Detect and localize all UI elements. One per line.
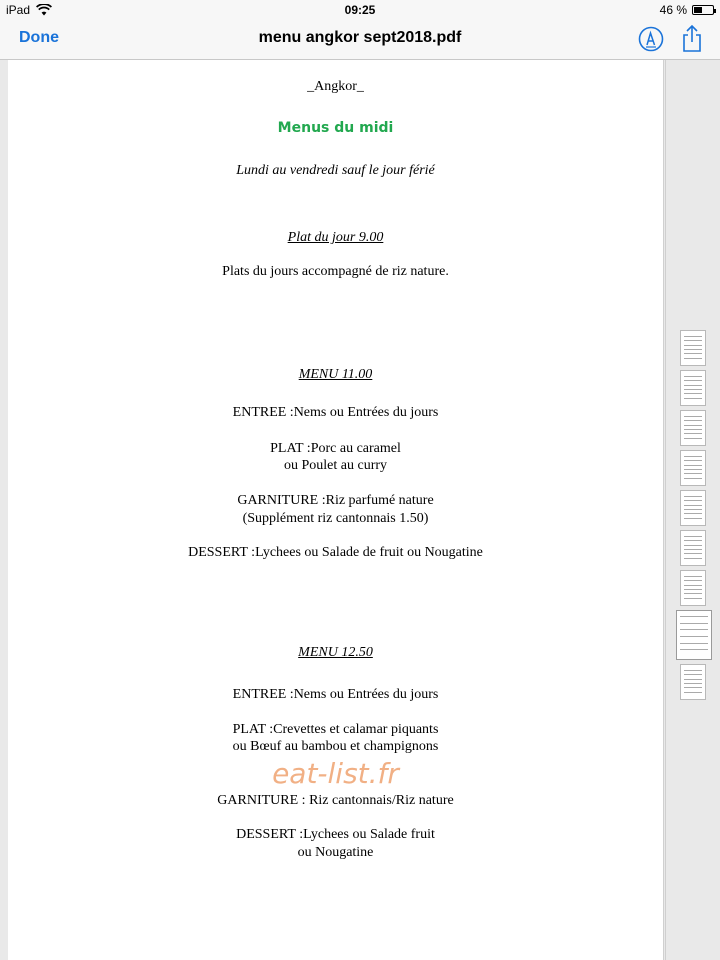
thumbnail-text-line — [684, 692, 702, 693]
page-thumbnail[interactable] — [680, 570, 706, 606]
thumbnail-text-line — [684, 478, 702, 479]
thumbnail-text-line — [684, 536, 702, 537]
thumbnail-text-line — [684, 540, 702, 541]
page-thumbnail[interactable] — [680, 410, 706, 446]
plat-du-jour-line: Plats du jours accompagné de riz nature. — [222, 264, 449, 279]
menu-11-heading: MENU 11.00 — [298, 367, 373, 382]
thumbnail-text-line — [684, 580, 702, 581]
menu-12-plat-alt: ou Bœuf au bambou et champignons — [232, 739, 439, 754]
thumbnail-text-line — [684, 687, 702, 688]
page-thumbnail-strip[interactable] — [665, 60, 720, 960]
page-thumbnail[interactable] — [680, 330, 706, 366]
page-thumbnail[interactable] — [680, 450, 706, 486]
share-icon[interactable] — [680, 24, 704, 54]
thumbnail-text-line — [684, 585, 702, 586]
clock: 09:25 — [344, 3, 376, 17]
thumbnail-text-line — [684, 674, 702, 675]
menu-12-garniture: GARNITURE : Riz cantonnais/Riz nature — [217, 793, 454, 808]
thumbnail-text-line — [684, 509, 702, 510]
thumbnail-text-line — [684, 549, 702, 550]
menu-subtitle: Lundi au vendredi sauf le jour férié — [236, 163, 435, 178]
thumbnail-text-line — [684, 398, 702, 399]
menu-11-entree: ENTREE :Nems ou Entrées du jours — [232, 405, 439, 420]
menu-11-garniture-note: (Supplément riz cantonnais 1.50) — [242, 511, 429, 526]
thumbnail-text-line — [684, 496, 702, 497]
thumbnail-text-line — [684, 460, 702, 461]
menu-12-plat: PLAT :Crevettes et calamar piquants — [232, 722, 439, 737]
thumbnail-text-line — [684, 345, 702, 346]
menu-12-heading: MENU 12.50 — [298, 645, 373, 660]
markup-icon[interactable] — [638, 26, 664, 52]
page-thumbnail[interactable] — [676, 610, 712, 660]
thumbnail-text-line — [684, 683, 702, 684]
menu-12-dessert: DESSERT :Lychees ou Salade fruit — [236, 827, 435, 842]
thumbnail-text-line — [684, 593, 702, 594]
page-thumbnail[interactable] — [680, 370, 706, 406]
menu-11-plat-alt: ou Poulet au curry — [283, 458, 388, 473]
thumbnail-text-line — [684, 336, 702, 337]
thumbnail-text-line — [684, 500, 702, 501]
thumbnail-text-line — [684, 589, 702, 590]
thumbnail-text-line — [684, 670, 702, 671]
menu-11-garniture: GARNITURE :Riz parfumé nature — [237, 493, 434, 508]
thumbnail-text-line — [684, 558, 702, 559]
thumbnail-text-line — [684, 545, 702, 546]
watermark: eat-list.fr — [272, 757, 399, 790]
menu-11-plat: PLAT :Porc au caramel — [270, 441, 401, 456]
thumbnail-text-line — [684, 553, 702, 554]
thumbnail-text-line — [684, 340, 702, 341]
thumbnail-text-line — [684, 465, 702, 466]
thumbnail-text-line — [680, 623, 708, 624]
thumbnail-text-line — [684, 393, 702, 394]
done-button[interactable]: Done — [19, 29, 59, 46]
thumbnail-text-line — [680, 629, 708, 630]
document-viewport[interactable] — [0, 60, 720, 960]
thumbnail-text-line — [684, 353, 702, 354]
navigation-bar — [0, 20, 720, 60]
thumbnail-text-line — [680, 616, 708, 617]
thumbnail-text-line — [684, 420, 702, 421]
thumbnail-text-line — [684, 389, 702, 390]
thumbnail-text-line — [684, 438, 702, 439]
pdf-page[interactable] — [8, 60, 664, 960]
thumbnail-text-line — [684, 385, 702, 386]
thumbnail-text-line — [684, 518, 702, 519]
battery-fill — [694, 7, 702, 13]
device-label: iPad — [6, 3, 31, 17]
thumbnail-text-line — [684, 679, 702, 680]
thumbnail-text-line — [684, 469, 702, 470]
thumbnail-text-line — [684, 433, 702, 434]
thumbnail-text-line — [684, 416, 702, 417]
menu-11-dessert: DESSERT :Lychees ou Salade de fruit ou Nougatine — [188, 545, 483, 560]
thumbnail-text-line — [680, 643, 708, 644]
thumbnail-text-line — [684, 456, 702, 457]
thumbnail-text-line — [684, 376, 702, 377]
thumbnail-text-line — [684, 425, 702, 426]
page-thumbnail[interactable] — [680, 490, 706, 526]
plat-du-jour-heading: Plat du jour 9.00 — [287, 230, 384, 245]
thumbnail-text-line — [684, 358, 702, 359]
thumbnail-text-line — [684, 349, 702, 350]
thumbnail-text-line — [684, 380, 702, 381]
thumbnail-text-line — [680, 636, 708, 637]
thumbnail-text-line — [684, 513, 702, 514]
document-title: menu angkor sept2018.pdf — [258, 29, 462, 46]
menu-12-dessert-alt: ou Nougatine — [297, 845, 374, 860]
menu-heading: Menus du midi — [277, 120, 394, 136]
restaurant-name: _Angkor_ — [307, 79, 364, 94]
thumbnail-text-line — [684, 598, 702, 599]
battery-percent: 46 % — [659, 3, 687, 17]
status-bar — [0, 0, 720, 20]
page-thumbnail[interactable] — [680, 530, 706, 566]
thumbnail-text-line — [684, 473, 702, 474]
thumbnail-text-line — [684, 505, 702, 506]
menu-12-entree: ENTREE :Nems ou Entrées du jours — [232, 687, 439, 702]
thumbnail-text-line — [684, 429, 702, 430]
battery-icon — [692, 5, 714, 15]
page-thumbnail[interactable] — [680, 664, 706, 700]
thumbnail-text-line — [680, 649, 708, 650]
thumbnail-text-line — [684, 576, 702, 577]
